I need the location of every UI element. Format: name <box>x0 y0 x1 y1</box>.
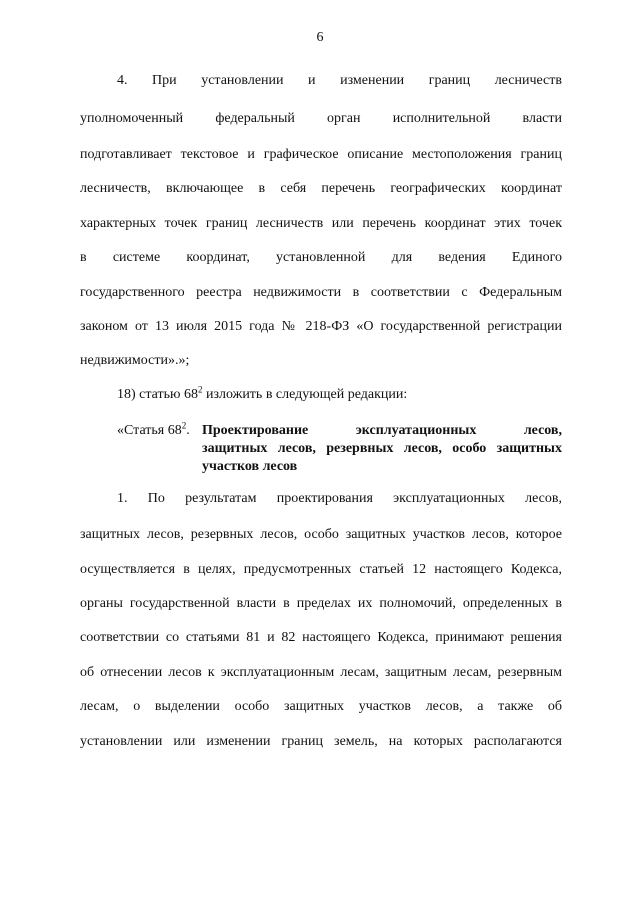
para-4-line-4: лесничеств, включающее в себя перечень географических координат <box>80 181 562 196</box>
item-18-text-end: изложить в следующей редакции: <box>202 387 408 402</box>
para-4-line-5: характерных точек границ лесничеств или перечень координат этих точек <box>80 216 562 231</box>
page-number: 6 <box>316 30 324 45</box>
para-4-line-2: уполномоченный федеральный орган исполнительной власти <box>80 111 562 126</box>
para-4-line-7: государственного реестра недвижимости в соответствии с Федеральным <box>80 285 562 300</box>
article-title-line-1: Проектирование эксплуатационных лесов, <box>202 423 562 438</box>
para-4-line-8: законом от 13 июля 2015 года № 218-ФЗ «О государственной регистрации <box>80 319 562 334</box>
para-1-line-3: осуществляется в целях, предусмотренных статьей 12 настоящего Кодекса, <box>80 562 562 577</box>
item-18 <box>117 386 562 404</box>
article-label-dot: . <box>186 423 190 438</box>
item-18-sup: 2 <box>197 384 203 395</box>
article-label-text: «Статья 68 <box>117 423 182 438</box>
para-1-line-2: защитных лесов, резервных лесов, особо защитных участков лесов, которое <box>80 527 562 542</box>
para-4-line-6: в системе координат, установленной для ведения Единого <box>80 250 562 265</box>
para-4-line-1: 4. При установлении и изменении границ лесничеств <box>117 73 562 88</box>
para-1-line-7: лесам, о выделении особо защитных участков лесов, а также об <box>80 699 562 714</box>
article-label <box>117 422 190 440</box>
article-title-line-3: участков лесов <box>202 459 298 474</box>
item-18-text: 18) статью 68 <box>117 387 198 402</box>
para-4-line-3: подготавливает текстовое и графическое описание местоположения границ <box>80 147 562 162</box>
para-1-line-1: 1. По результатам проектирования эксплуатационных лесов, <box>117 491 562 506</box>
article-title <box>202 422 562 476</box>
para-1-line-6: об отнесении лесов к эксплуатационным лесам, защитным лесам, резервным <box>80 665 562 680</box>
para-1-line-5: соответствии со статьями 81 и 82 настоящего Кодекса, принимают решения <box>80 630 562 645</box>
article-label-sup: 2 <box>181 420 187 431</box>
article-title-line-2: защитных лесов, резервных лесов, особо защитных <box>202 441 562 456</box>
para-1-line-8: установлении или изменении границ земель, на которых располагаются <box>80 734 562 749</box>
para-1-line-4: органы государственной власти в пределах их полномочий, определенных в <box>80 596 562 611</box>
para-4-line-9: недвижимости».»; <box>80 353 190 368</box>
